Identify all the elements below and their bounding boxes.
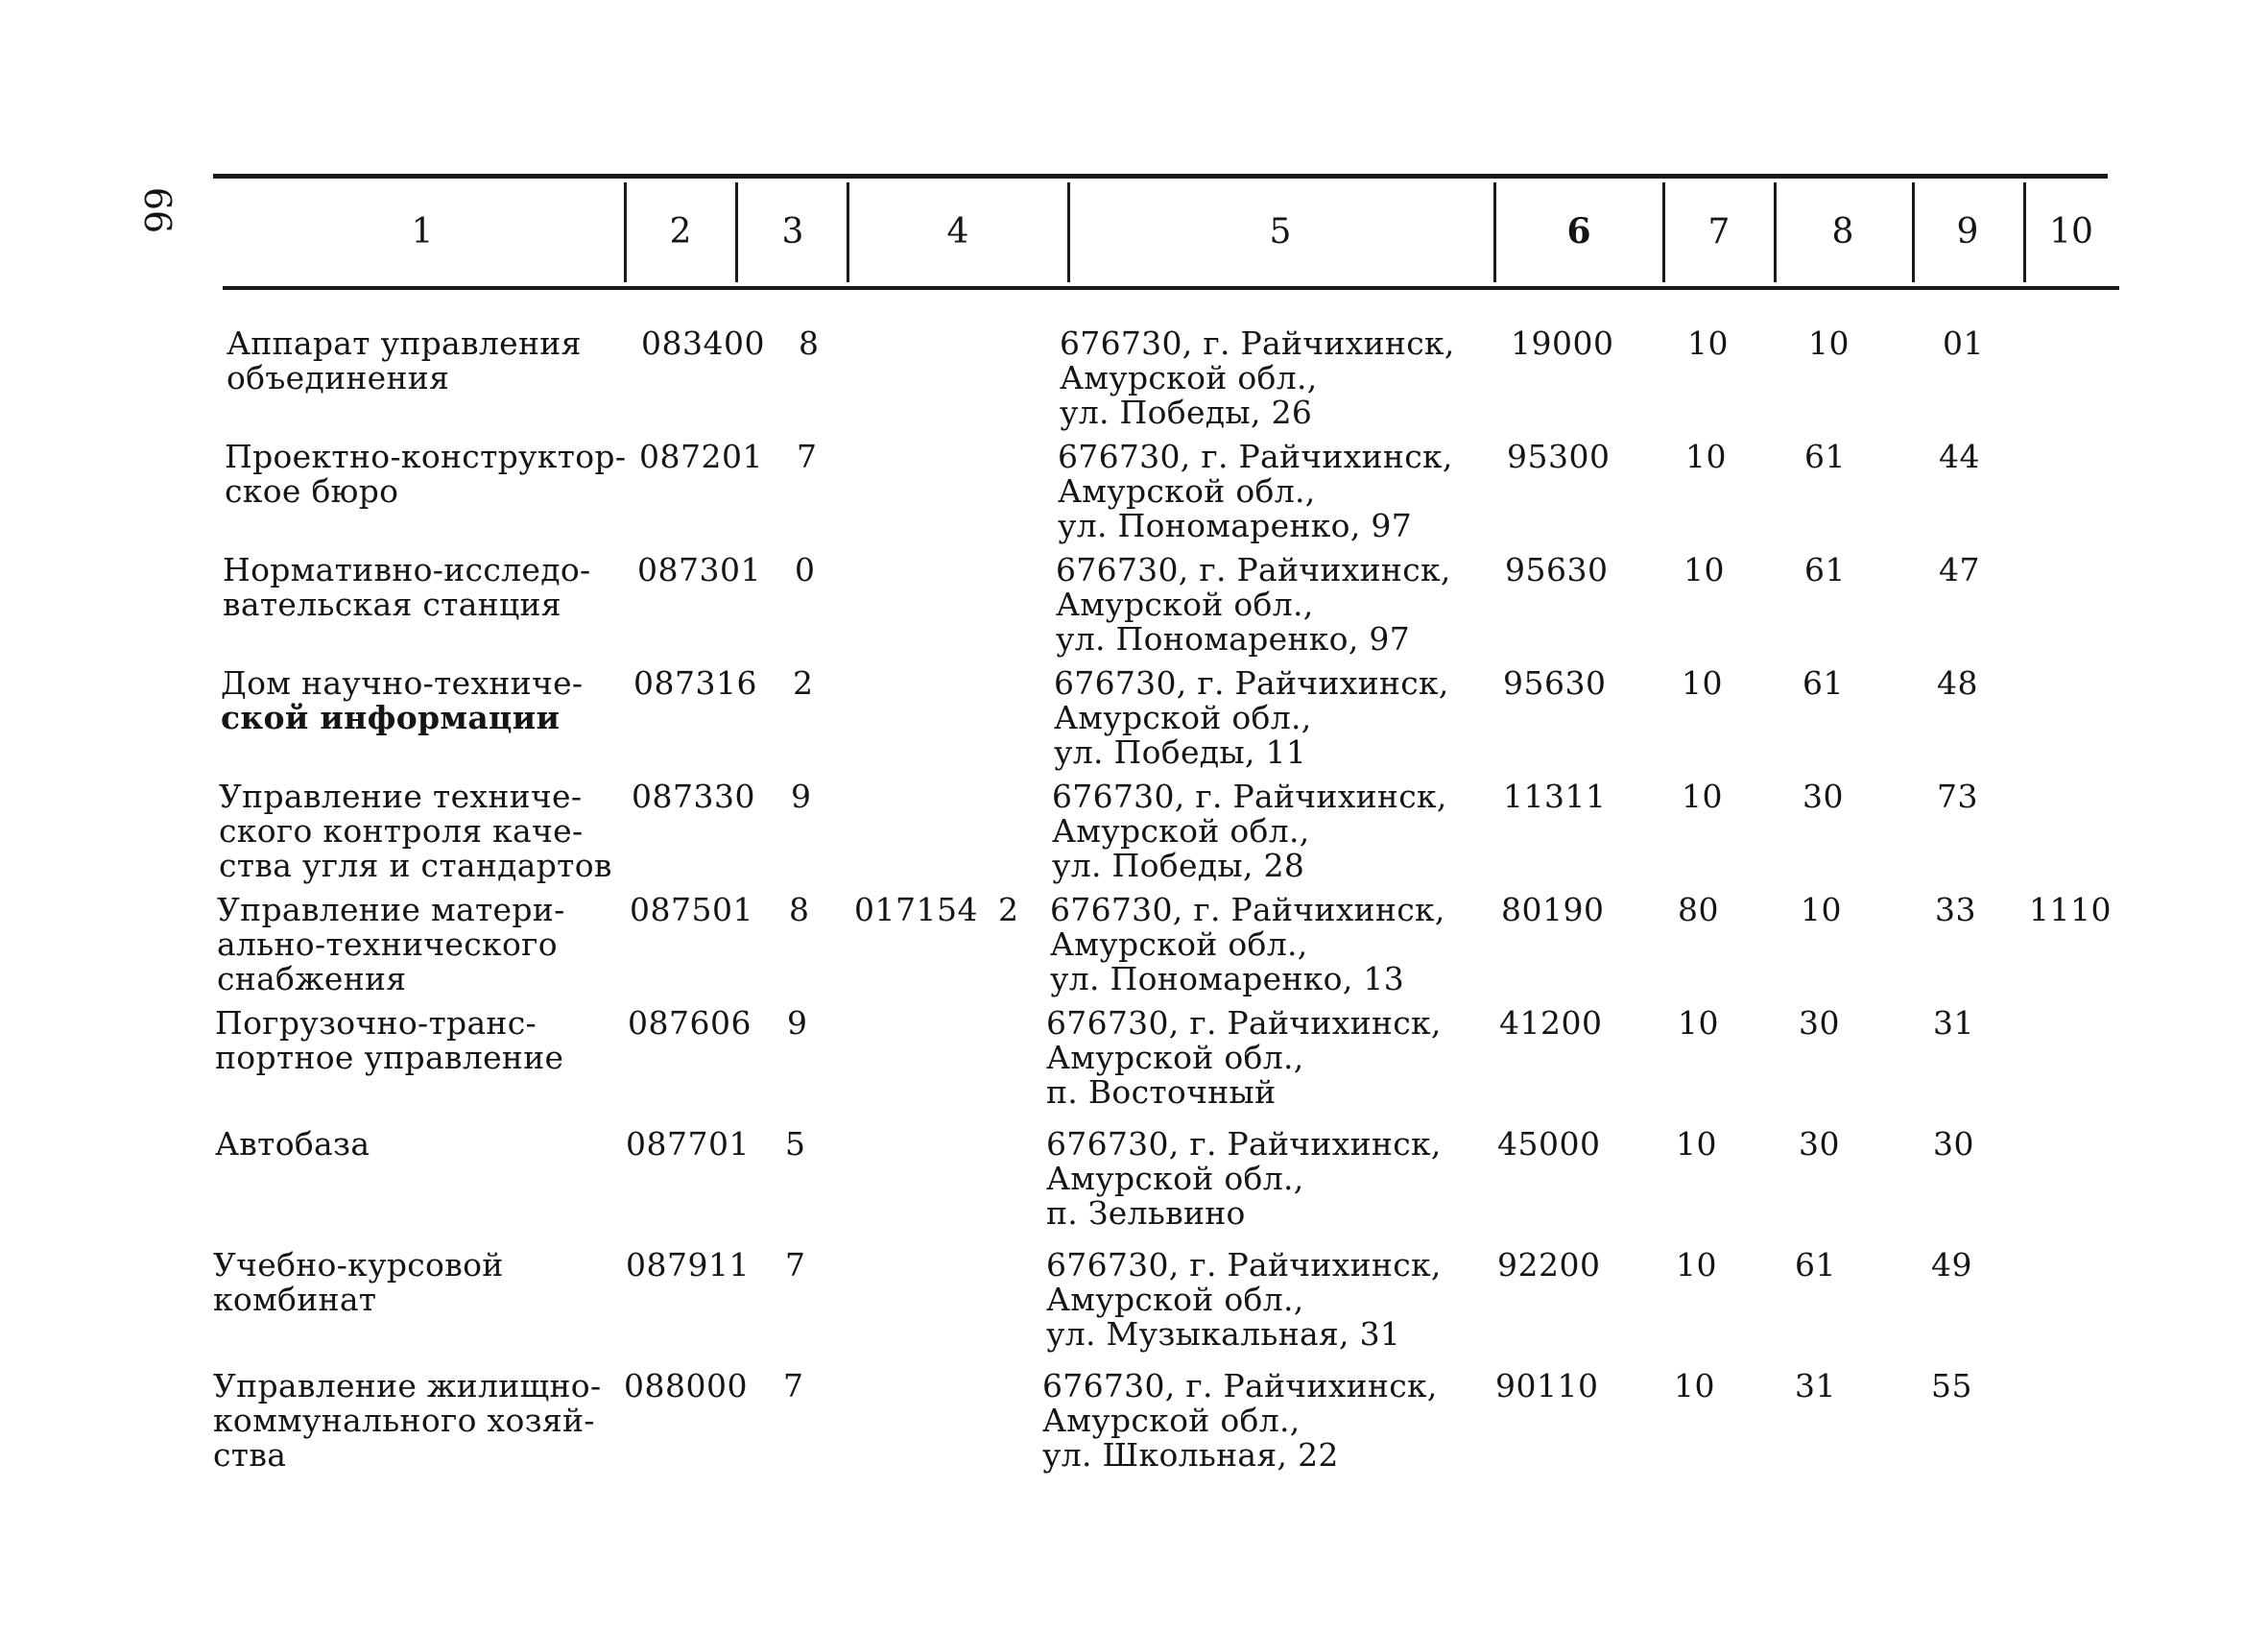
address-line: ул. Пономаренко, 97 bbox=[1058, 507, 1413, 544]
address-line: 676730, г. Райчихинск, bbox=[1060, 324, 1455, 362]
col6-cell: 19000 bbox=[1511, 324, 1614, 362]
col9-cell: 31 bbox=[1933, 1004, 1974, 1042]
org-name-line: коммунального хозяй- bbox=[213, 1402, 595, 1439]
column-header-5: 5 bbox=[1269, 211, 1292, 252]
address-cell bbox=[1046, 1006, 1442, 1110]
address-line: Амурской обл., bbox=[1046, 1281, 1304, 1318]
address-line: Амурской обл., bbox=[1056, 586, 1314, 623]
address-line: ул. Школьная, 22 bbox=[1042, 1436, 1339, 1474]
column-header-8: 8 bbox=[1831, 211, 1854, 252]
org-name-line: вательская станция bbox=[223, 586, 561, 623]
check-digit-cell: 9 bbox=[791, 778, 812, 815]
org-name bbox=[215, 1127, 370, 1162]
org-name bbox=[217, 893, 565, 996]
column-divider bbox=[2023, 182, 2026, 282]
col8-cell: 10 bbox=[1808, 324, 1850, 362]
col7-cell: 10 bbox=[1685, 438, 1727, 475]
org-name-line: комбинат bbox=[213, 1281, 377, 1318]
address-line: 676730, г. Райчихинск, bbox=[1046, 1125, 1442, 1163]
column-header-6: 6 bbox=[1566, 211, 1591, 252]
org-name bbox=[215, 1006, 563, 1075]
col7-cell: 10 bbox=[1676, 1125, 1717, 1163]
col7-cell: 10 bbox=[1683, 551, 1725, 588]
col4-code-cell: 017154 bbox=[854, 891, 978, 928]
org-name-line: ского контроля каче- bbox=[219, 812, 584, 850]
address-cell bbox=[1046, 1248, 1442, 1352]
address-line: 676730, г. Райчихинск, bbox=[1054, 664, 1449, 702]
col9-cell: 55 bbox=[1931, 1367, 1972, 1404]
col8-cell: 61 bbox=[1804, 438, 1846, 475]
column-divider bbox=[847, 182, 849, 282]
column-header-9: 9 bbox=[1956, 211, 1979, 252]
org-name bbox=[221, 666, 583, 735]
org-name-line: Учебно-курсовой bbox=[213, 1246, 504, 1284]
column-divider bbox=[1912, 182, 1915, 282]
col7-cell: 80 bbox=[1678, 891, 1719, 928]
address-line: Амурской обл., bbox=[1046, 1039, 1304, 1076]
address-line: 676730, г. Райчихинск, bbox=[1046, 1004, 1442, 1042]
org-name-line: Управление матери- bbox=[217, 891, 565, 928]
col6-cell: 11311 bbox=[1503, 778, 1607, 815]
col4-check-cell: 2 bbox=[998, 891, 1019, 928]
org-name bbox=[213, 1369, 601, 1473]
col9-cell: 44 bbox=[1939, 438, 1980, 475]
col8-cell: 31 bbox=[1795, 1367, 1836, 1404]
col6-cell: 45000 bbox=[1497, 1125, 1601, 1163]
address-line: 676730, г. Райчихинск, bbox=[1056, 551, 1451, 588]
org-name-line: снабжения bbox=[217, 960, 407, 997]
code-cell: 087606 bbox=[628, 1004, 752, 1042]
check-digit-cell: 7 bbox=[783, 1367, 804, 1404]
address-line: 676730, г. Райчихинск, bbox=[1050, 891, 1445, 928]
column-header-10: 10 bbox=[2049, 211, 2093, 252]
column-divider bbox=[624, 182, 627, 282]
col6-cell: 95300 bbox=[1507, 438, 1611, 475]
address-line: Амурской обл., bbox=[1054, 699, 1312, 736]
col9-cell: 73 bbox=[1937, 778, 1978, 815]
page-number: 66 bbox=[136, 186, 179, 234]
org-name-line: ально-технического bbox=[217, 925, 558, 963]
address-cell bbox=[1050, 893, 1445, 996]
org-name bbox=[223, 553, 590, 622]
col7-cell: 10 bbox=[1678, 1004, 1719, 1042]
address-line: 676730, г. Райчихинск, bbox=[1052, 778, 1447, 815]
col7-cell: 10 bbox=[1682, 664, 1723, 702]
address-line: ул. Пономаренко, 13 bbox=[1050, 960, 1405, 997]
code-cell: 088000 bbox=[624, 1367, 748, 1404]
check-digit-cell: 7 bbox=[785, 1246, 806, 1284]
col8-cell: 61 bbox=[1802, 664, 1844, 702]
address-line: Амурской обл., bbox=[1046, 1160, 1304, 1197]
org-name-line: ства угля и стандартов bbox=[219, 847, 612, 884]
org-name-line: Проектно-конструктор- bbox=[225, 438, 627, 475]
address-cell bbox=[1054, 666, 1449, 770]
column-header-1: 1 bbox=[411, 211, 434, 252]
check-digit-cell: 0 bbox=[795, 551, 816, 588]
address-line: 676730, г. Райчихинск, bbox=[1058, 438, 1453, 475]
org-name-line: Управление техниче- bbox=[219, 778, 583, 815]
org-name-line: объединения bbox=[227, 359, 450, 396]
column-header-2: 2 bbox=[669, 211, 692, 252]
address-line: Амурской обл., bbox=[1042, 1402, 1301, 1439]
col8-cell: 30 bbox=[1799, 1004, 1840, 1042]
code-cell: 087201 bbox=[639, 438, 763, 475]
check-digit-cell: 9 bbox=[787, 1004, 808, 1042]
org-name-line: Нормативно-исследо- bbox=[223, 551, 591, 588]
table-header bbox=[0, 179, 2268, 286]
address-line: ул. Музыкальная, 31 bbox=[1046, 1315, 1401, 1353]
code-cell: 083400 bbox=[641, 324, 765, 362]
col8-cell: 30 bbox=[1799, 1125, 1840, 1163]
column-header-7: 7 bbox=[1707, 211, 1731, 252]
org-name-line: Погрузочно-транс- bbox=[215, 1004, 537, 1042]
org-name-line: Аппарат управления bbox=[227, 324, 582, 362]
address-line: ул. Победы, 26 bbox=[1060, 394, 1313, 431]
address-line: Амурской обл., bbox=[1058, 472, 1316, 510]
org-name-line: Автобаза bbox=[215, 1125, 370, 1163]
code-cell: 087301 bbox=[637, 551, 761, 588]
col9-cell: 49 bbox=[1931, 1246, 1972, 1284]
table-header-rule bbox=[223, 286, 2119, 290]
org-name bbox=[227, 326, 582, 396]
address-line: ул. Пономаренко, 97 bbox=[1056, 620, 1411, 658]
address-line: ул. Победы, 28 bbox=[1052, 847, 1305, 884]
org-name-line: Управление жилищно- bbox=[213, 1367, 602, 1404]
col6-cell: 95630 bbox=[1505, 551, 1609, 588]
col7-cell: 10 bbox=[1682, 778, 1723, 815]
check-digit-cell: 8 bbox=[789, 891, 810, 928]
column-divider bbox=[1774, 182, 1777, 282]
code-cell: 087330 bbox=[632, 778, 755, 815]
check-digit-cell: 5 bbox=[785, 1125, 806, 1163]
col6-cell: 41200 bbox=[1499, 1004, 1603, 1042]
check-digit-cell: 7 bbox=[797, 438, 818, 475]
address-line: Амурской обл., bbox=[1052, 812, 1310, 850]
address-line: Амурской обл., bbox=[1060, 359, 1318, 396]
column-divider bbox=[735, 182, 738, 282]
col9-cell: 30 bbox=[1933, 1125, 1974, 1163]
col10-cell: 1110 bbox=[2029, 891, 2112, 928]
code-cell: 087316 bbox=[633, 664, 757, 702]
org-name bbox=[213, 1248, 504, 1317]
org-name-line: Дом научно-техниче- bbox=[221, 664, 584, 702]
address-cell bbox=[1052, 780, 1447, 883]
col9-cell: 33 bbox=[1935, 891, 1976, 928]
column-header-4: 4 bbox=[946, 211, 969, 252]
org-name bbox=[219, 780, 612, 883]
code-cell: 087501 bbox=[630, 891, 753, 928]
column-divider bbox=[1067, 182, 1070, 282]
address-cell bbox=[1058, 440, 1453, 543]
col9-cell: 48 bbox=[1937, 664, 1978, 702]
col9-cell: 01 bbox=[1943, 324, 1984, 362]
column-header-3: 3 bbox=[781, 211, 804, 252]
org-name-line: ской информации bbox=[221, 699, 561, 736]
org-name-line: портное управление bbox=[215, 1039, 564, 1076]
address-line: 676730, г. Райчихинск, bbox=[1042, 1367, 1438, 1404]
check-digit-cell: 8 bbox=[799, 324, 820, 362]
address-line: Амурской обл., bbox=[1050, 925, 1308, 963]
address-line: п. Зельвино bbox=[1046, 1194, 1246, 1232]
col6-cell: 92200 bbox=[1497, 1246, 1601, 1284]
col8-cell: 61 bbox=[1795, 1246, 1836, 1284]
address-cell bbox=[1042, 1369, 1438, 1473]
check-digit-cell: 2 bbox=[793, 664, 814, 702]
org-name bbox=[225, 440, 626, 509]
address-cell bbox=[1056, 553, 1451, 657]
col8-cell: 10 bbox=[1801, 891, 1842, 928]
column-divider bbox=[1662, 182, 1665, 282]
column-divider bbox=[1493, 182, 1496, 282]
address-line: ул. Победы, 11 bbox=[1054, 733, 1307, 771]
address-line: п. Восточный bbox=[1046, 1073, 1277, 1111]
code-cell: 087701 bbox=[626, 1125, 750, 1163]
col7-cell: 10 bbox=[1674, 1367, 1715, 1404]
address-line: 676730, г. Райчихинск, bbox=[1046, 1246, 1442, 1284]
col9-cell: 47 bbox=[1939, 551, 1980, 588]
col6-cell: 90110 bbox=[1495, 1367, 1599, 1404]
address-cell bbox=[1046, 1127, 1442, 1231]
org-name-line: ства bbox=[213, 1436, 287, 1474]
org-name-line: ское бюро bbox=[225, 472, 399, 510]
col7-cell: 10 bbox=[1687, 324, 1729, 362]
col6-cell: 95630 bbox=[1503, 664, 1607, 702]
col6-cell: 80190 bbox=[1501, 891, 1605, 928]
col8-cell: 61 bbox=[1804, 551, 1846, 588]
address-cell bbox=[1060, 326, 1455, 430]
col7-cell: 10 bbox=[1676, 1246, 1717, 1284]
code-cell: 087911 bbox=[626, 1246, 750, 1284]
col8-cell: 30 bbox=[1802, 778, 1844, 815]
